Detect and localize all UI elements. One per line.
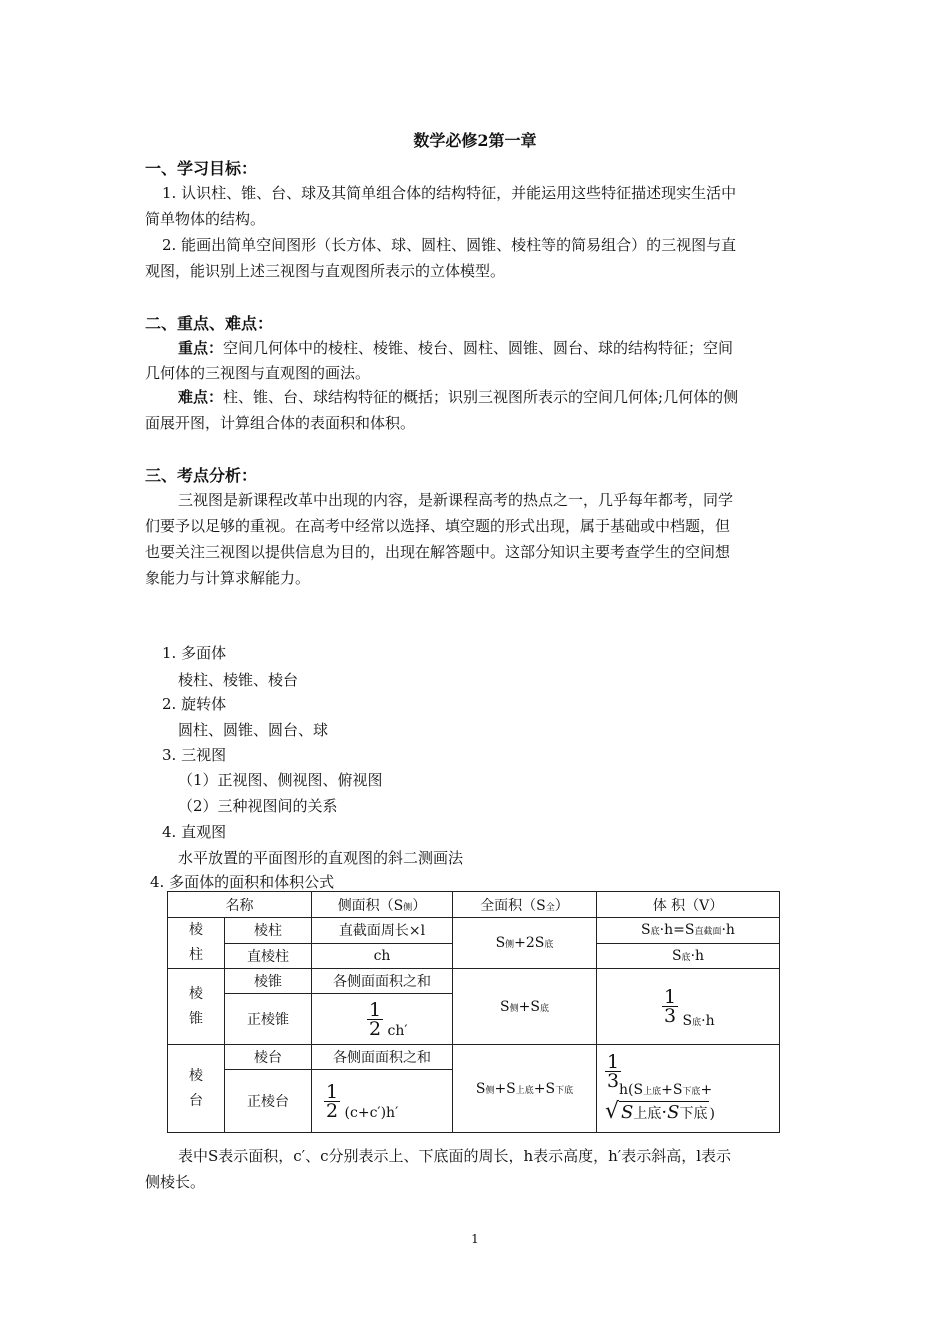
difficulty-text: 柱、锥、台、球结构特征的概括；识别三视图所表示的空间几何体;几何体的侧: [223, 388, 739, 406]
table-note-line1: 表中S表示面积，c′、c分别表示上、下底面的周长，h表示高度，h′表示斜高，l表示: [178, 1147, 732, 1165]
group-pyramid: 棱 锥: [168, 969, 225, 1045]
goal-item-1-line2: 简单物体的结构。: [145, 210, 266, 228]
goal-item-2-line2: 观图，能识别上述三视图与直观图所表示的立体模型。: [145, 262, 506, 280]
row-label: 直棱柱: [225, 943, 312, 969]
cell-volume: S底·h: [597, 943, 780, 969]
key-label: 重点：: [178, 339, 224, 357]
table-row: [168, 918, 780, 944]
analysis-line1: 三视图是新课程改革中出现的内容，是新课程高考的热点之一，几乎每年都考，同学: [178, 491, 734, 509]
table-row: [168, 1045, 780, 1070]
goal-item-1-line1: 1. 认识柱、锥、台、球及其简单组合体的结构特征，并能运用这些特征描述现实生活中: [162, 184, 737, 202]
section-heading-analysis: 三、考点分析：: [145, 466, 258, 485]
difficulty-line2: 面展开图，计算组合体的表面积和体积。: [145, 414, 416, 432]
difficulty-line1: [178, 386, 738, 407]
analysis-line3: 也要关注三视图以提供信息为目的，出现在解答题中。这部分知识主要考查学生的空间想: [145, 543, 731, 561]
table-row: [168, 969, 780, 994]
header-name: 名称: [168, 892, 312, 918]
row-label: 棱柱: [225, 918, 312, 944]
section-heading-keypoints: 二、重点、难点：: [145, 314, 274, 333]
cell-total: S侧+S上底+S下底: [453, 1045, 597, 1133]
table-header-row: [168, 892, 780, 918]
outline-subitem: （2）三种视图间的关系: [178, 797, 338, 815]
cell-total: S侧+2S底: [453, 918, 597, 969]
cell-lateral: 各侧面面积之和: [312, 969, 453, 994]
fraction: $\frac{1}{3}$: [664, 986, 677, 1027]
difficulty-label: 难点：: [178, 388, 224, 406]
row-label: 正棱台: [225, 1070, 312, 1133]
outline-subitem: 棱柱、棱锥、棱台: [178, 671, 299, 689]
page-title: 数学必修2第一章: [413, 131, 537, 150]
group-prism: 棱 柱: [168, 918, 225, 969]
cell-lateral: $\frac{1}{2}$ ch′: [312, 994, 453, 1045]
header-volume: 体 积（V）: [597, 892, 780, 918]
page-number: 1: [471, 1232, 479, 1246]
outline-item: 4. 直观图: [162, 823, 227, 841]
row-label: 正棱锥: [225, 994, 312, 1045]
outline-item: 1. 多面体: [162, 644, 227, 662]
key-text: 空间几何体中的棱柱、棱锥、棱台、圆柱、圆锥、圆台、球的结构特征；空间: [223, 339, 734, 357]
cell-lateral: $\frac{1}{2}$ (c+c′)h′: [312, 1070, 453, 1133]
row-label: 棱台: [225, 1045, 312, 1070]
cell-lateral: 直截面周长×l: [312, 918, 453, 944]
analysis-line2: 们要予以足够的重视。在高考中经常以选择、填空题的形式出现，属于基础或中档题，但: [145, 517, 731, 535]
cell-lateral: ch: [312, 943, 453, 969]
row-label: 棱锥: [225, 969, 312, 994]
goal-item-2-line1: 2. 能画出简单空间图形（长方体、球、圆柱、圆锥、棱柱等的简易组合）的三视图与直: [162, 236, 737, 254]
outline-subitem: 水平放置的平面图形的直观图的斜二测画法: [178, 849, 464, 867]
fraction: $\frac{1}{3}$: [607, 1051, 620, 1092]
cell-volume: $\frac{1}{3}$ S底·h: [597, 969, 780, 1045]
cell-lateral: 各侧面面积之和: [312, 1045, 453, 1070]
header-lateral-area: 侧面积（S侧）: [312, 892, 453, 918]
fraction: $\frac{1}{2}$: [369, 998, 382, 1040]
outline-subitem: （1）正视图、侧视图、俯视图: [178, 771, 383, 789]
outline-item: 2. 旋转体: [162, 695, 227, 713]
key-point-line1: [178, 337, 733, 358]
outline-subitem: 圆柱、圆锥、圆台、球: [178, 721, 329, 739]
key-point-line2: 几何体的三视图与直观图的画法。: [145, 364, 371, 382]
fraction: $\frac{1}{2}$: [326, 1080, 339, 1122]
cell-volume: $\frac{1}{3}$ h(S上底+S下底+ √ S上底·S下底 ): [597, 1045, 780, 1133]
section-heading-goals: 一、学习目标：: [145, 159, 258, 178]
header-total-area: 全面积（S全）: [453, 892, 597, 918]
analysis-line4: 象能力与计算求解能力。: [145, 569, 311, 587]
table-caption: 4. 多面体的面积和体积公式: [150, 873, 335, 891]
cell-total: S侧+S底: [453, 969, 597, 1045]
cell-volume: S底·h=S直截面·h: [597, 918, 780, 944]
outline-item: 3. 三视图: [162, 746, 227, 764]
group-frustum: 棱 台: [168, 1045, 225, 1133]
formula-table: [167, 891, 780, 1133]
table-note-line2: 侧棱长。: [145, 1173, 206, 1191]
